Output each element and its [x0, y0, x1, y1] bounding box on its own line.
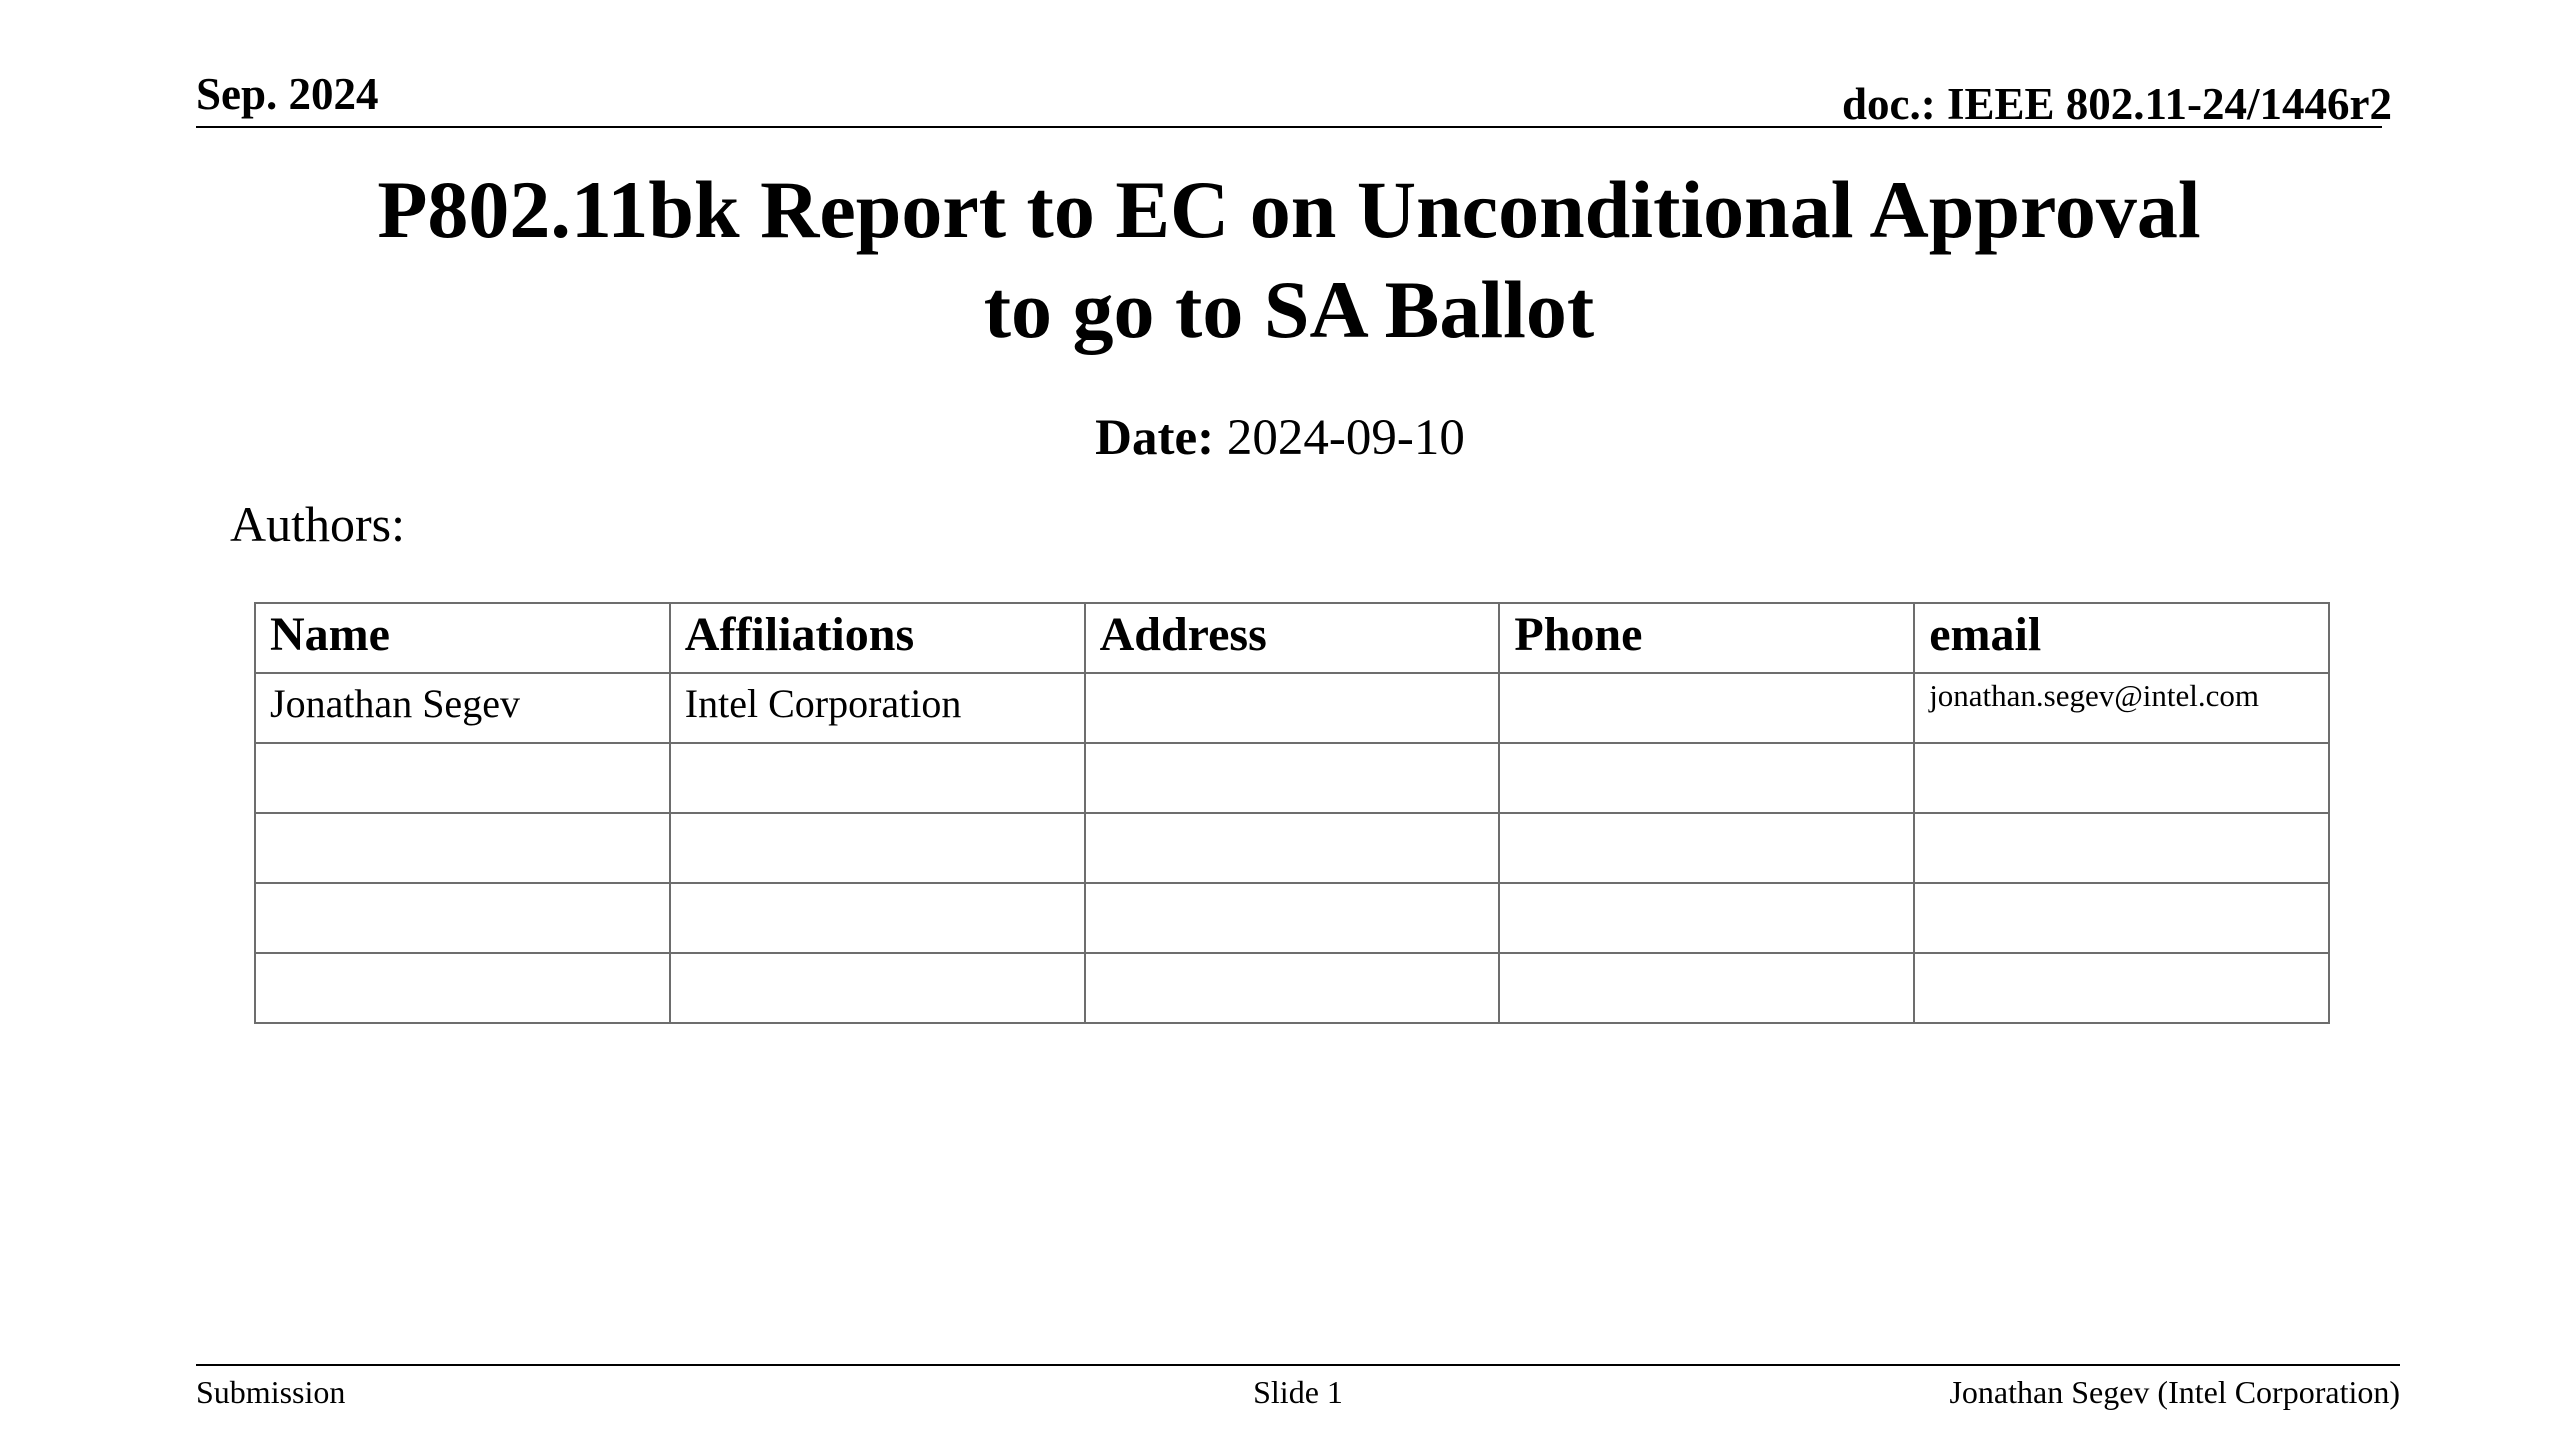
footer-divider — [196, 1364, 2400, 1366]
table-cell — [670, 953, 1085, 1023]
footer-submission: Submission — [196, 1374, 346, 1410]
table-cell — [1914, 743, 2329, 813]
date-label: Date: — [1095, 410, 1215, 466]
slide-title-line-1: P802.11bk Report to EC on Unconditional Approval — [377, 164, 2201, 255]
table-cell — [670, 813, 1085, 883]
header-divider — [196, 126, 2382, 128]
author-affiliation-cell: Intel Corporation — [670, 673, 1085, 743]
table-row — [255, 673, 2329, 743]
table-cell — [1499, 883, 1914, 953]
header-date: Sep. 2024 — [196, 69, 379, 119]
authors-table — [254, 602, 2330, 1024]
column-header-address: Address — [1085, 603, 1500, 673]
date-value: 2024-09-10 — [1226, 410, 1465, 466]
footer-slide-number: Slide 1 — [1253, 1374, 1343, 1410]
table-cell — [255, 743, 670, 813]
footer-author: Jonathan Segev (Intel Corporation) — [1949, 1374, 2400, 1410]
table-cell — [1914, 813, 2329, 883]
table-row — [255, 743, 2329, 813]
authors-table-header-row — [255, 603, 2329, 673]
table-cell — [1914, 883, 2329, 953]
table-cell — [1085, 883, 1500, 953]
author-name-cell: Jonathan Segev — [255, 673, 670, 743]
table-row — [255, 953, 2329, 1023]
table-cell — [1499, 953, 1914, 1023]
table-cell — [670, 883, 1085, 953]
table-cell — [1499, 813, 1914, 883]
table-cell — [1499, 743, 1914, 813]
table-cell — [255, 953, 670, 1023]
author-email-cell: jonathan.segev@intel.com — [1914, 673, 2329, 743]
table-cell — [1914, 953, 2329, 1023]
author-phone-cell — [1499, 673, 1914, 743]
table-cell — [1085, 953, 1500, 1023]
column-header-affiliations: Affiliations — [670, 603, 1085, 673]
slide-title-line-2: to go to SA Ballot — [983, 264, 1595, 355]
table-cell — [255, 813, 670, 883]
column-header-email: email — [1914, 603, 2329, 673]
table-row — [255, 883, 2329, 953]
header-doc-id: doc.: IEEE 802.11-24/1446r2 — [1841, 79, 2392, 129]
table-cell — [1085, 743, 1500, 813]
column-header-name: Name — [255, 603, 670, 673]
table-row — [255, 813, 2329, 883]
table-cell — [670, 743, 1085, 813]
authors-label: Authors: — [230, 496, 405, 552]
slide-title — [196, 160, 2382, 360]
author-address-cell — [1085, 673, 1500, 743]
table-cell — [1085, 813, 1500, 883]
table-cell — [255, 883, 670, 953]
column-header-phone: Phone — [1499, 603, 1914, 673]
date-line — [0, 408, 2560, 468]
